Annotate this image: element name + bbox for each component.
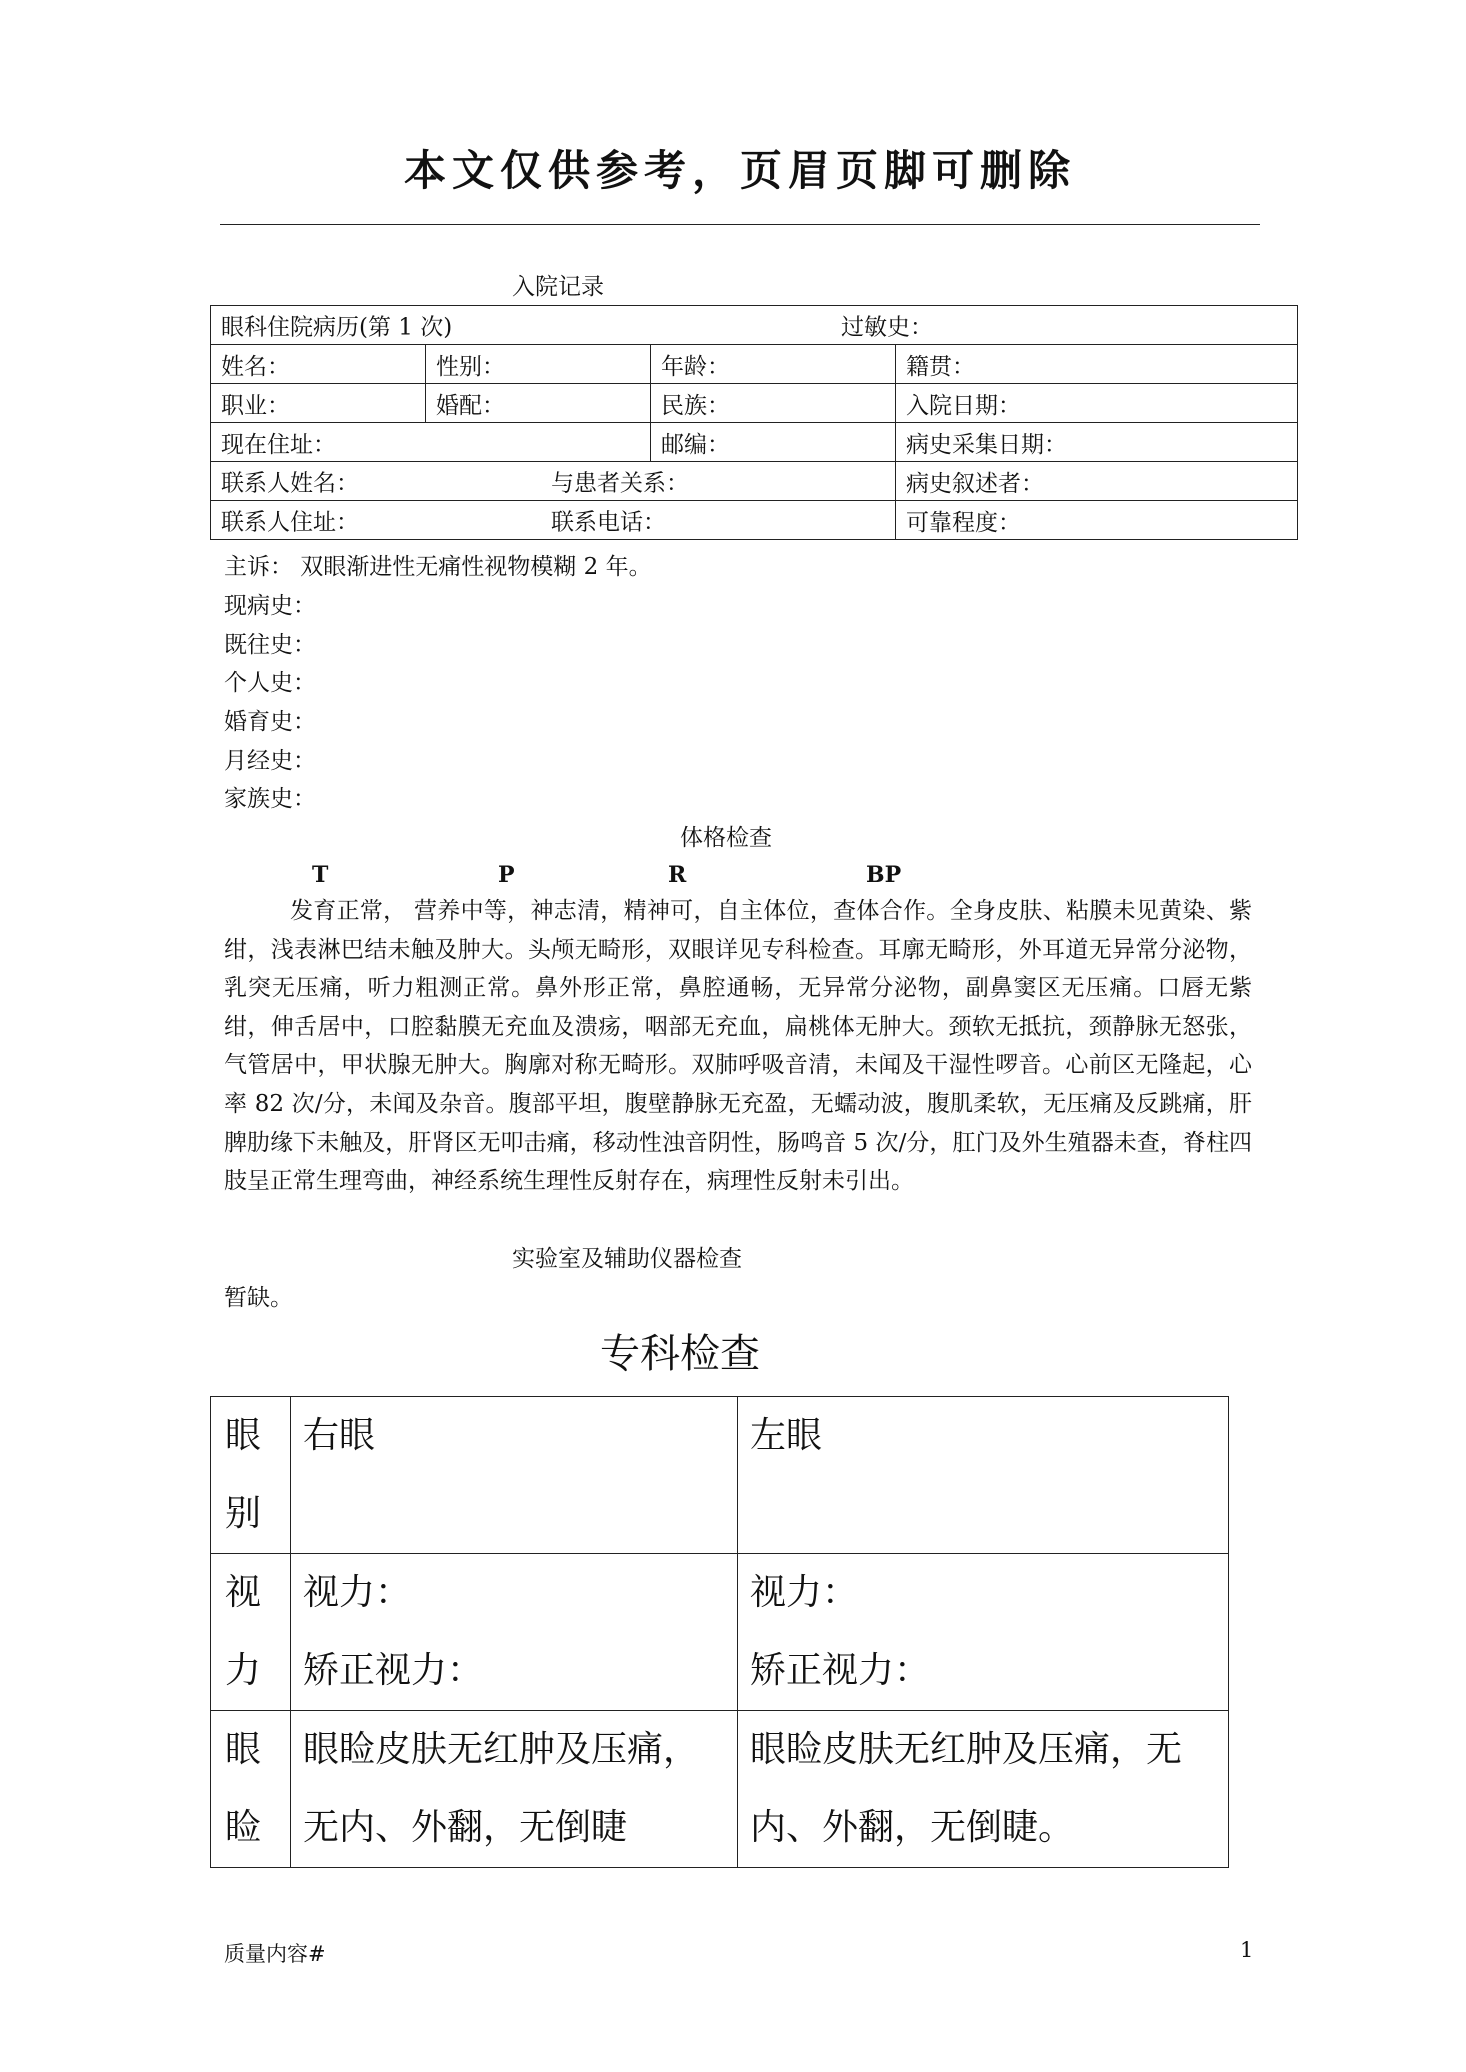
vital-t: T bbox=[312, 862, 329, 888]
address-label: 现在住址： bbox=[211, 423, 651, 462]
vital-p: P bbox=[498, 862, 515, 888]
right-eyelid-line: 眼睑皮肤无红肿及压痛， bbox=[303, 1729, 700, 1770]
specialty-row bbox=[211, 1711, 1229, 1868]
history-date-label: 病史采集日期： bbox=[896, 423, 1298, 462]
row-label: 睑 bbox=[225, 1807, 262, 1848]
vital-r: R bbox=[668, 862, 687, 888]
physical-exam-title: 体格检查 bbox=[680, 825, 772, 851]
right-eye-header: 右眼 bbox=[303, 1415, 376, 1456]
right-eye-cell bbox=[291, 1397, 738, 1554]
right-corrected-vision-label: 矫正视力： bbox=[303, 1650, 484, 1691]
info-cell bbox=[211, 501, 896, 540]
allergy-label: 过敏史： bbox=[841, 314, 933, 341]
postcode-label: 邮编： bbox=[651, 423, 896, 462]
family-history: 家族史： bbox=[224, 786, 316, 812]
info-row bbox=[211, 306, 1298, 345]
row-label: 力 bbox=[225, 1650, 262, 1691]
reliability-label: 可靠程度： bbox=[896, 501, 1298, 540]
marital-label: 婚配： bbox=[426, 384, 651, 423]
info-row bbox=[211, 384, 1298, 423]
row-label: 眼 bbox=[225, 1729, 262, 1770]
vital-bp: BP bbox=[866, 862, 902, 888]
personal-history: 个人史： bbox=[224, 670, 316, 696]
info-cell bbox=[211, 306, 1298, 345]
occupation-label: 职业： bbox=[211, 384, 426, 423]
header-banner: 本文仅供参考，页眉页脚可删除 bbox=[403, 146, 1076, 195]
patient-info-table bbox=[210, 305, 1298, 540]
left-eye-cell bbox=[738, 1554, 1229, 1711]
obstetric-history: 婚育史： bbox=[224, 709, 316, 735]
row-label: 别 bbox=[225, 1493, 262, 1534]
age-label: 年龄： bbox=[651, 345, 896, 384]
info-row bbox=[211, 462, 1298, 501]
record-type: 眼科住院病历(第 1 次) bbox=[221, 314, 453, 341]
name-label: 姓名： bbox=[211, 345, 426, 384]
contact-name-label: 联系人姓名： bbox=[221, 470, 359, 497]
right-eyelid-line: 无内、外翻，无倒睫 bbox=[303, 1807, 628, 1848]
right-eye-cell bbox=[291, 1711, 738, 1868]
left-eye-header: 左眼 bbox=[750, 1415, 823, 1456]
left-eye-cell bbox=[738, 1711, 1229, 1868]
left-corrected-vision-label: 矫正视力： bbox=[750, 1650, 931, 1691]
row-label: 眼 bbox=[225, 1415, 262, 1456]
left-eyelid-line: 眼睑皮肤无红肿及压痛，无 bbox=[750, 1729, 1183, 1770]
chief-complaint: 主诉： 双眼渐进性无痛性视物模糊 2 年。 bbox=[224, 554, 652, 580]
info-row bbox=[211, 423, 1298, 462]
lab-exam-title: 实验室及辅助仪器检查 bbox=[512, 1246, 742, 1272]
narrator-label: 病史叙述者： bbox=[896, 462, 1298, 501]
menstrual-history: 月经史： bbox=[224, 748, 316, 774]
left-eyelid-line: 内、外翻，无倒睫。 bbox=[750, 1807, 1075, 1848]
footer-text: 质量内容# bbox=[224, 1942, 326, 1966]
specialty-row bbox=[211, 1554, 1229, 1711]
left-eye-cell bbox=[738, 1397, 1229, 1554]
specialty-exam-title: 专科检查 bbox=[600, 1331, 760, 1377]
ethnicity-label: 民族： bbox=[651, 384, 896, 423]
header-divider bbox=[220, 224, 1260, 225]
specialty-exam-table bbox=[210, 1396, 1229, 1868]
page-number: 1 bbox=[1240, 1938, 1254, 1962]
specialty-row bbox=[211, 1397, 1229, 1554]
row-label-cell bbox=[211, 1397, 291, 1554]
right-vision-label: 视力： bbox=[303, 1572, 412, 1613]
contact-phone-label: 联系电话： bbox=[551, 509, 666, 536]
info-row bbox=[211, 345, 1298, 384]
past-history: 既往史： bbox=[224, 632, 316, 658]
left-vision-label: 视力： bbox=[750, 1572, 859, 1613]
relation-label: 与患者关系： bbox=[551, 470, 689, 497]
info-row bbox=[211, 501, 1298, 540]
lab-exam-value: 暂缺。 bbox=[224, 1285, 293, 1311]
admission-date-label: 入院日期： bbox=[896, 384, 1298, 423]
contact-address-label: 联系人住址： bbox=[221, 509, 359, 536]
row-label: 视 bbox=[225, 1572, 262, 1613]
record-title: 入院记录 bbox=[512, 274, 604, 300]
physical-exam-text: 发育正常， 营养中等，神志清，精神可，自主体位，查体合作。全身皮肤、粘膜未见黄染、紫绀，浅表淋巴结未触及肿大。头颅无畸形，双眼详见专科检查。耳廓无畸形，外耳道无异常分泌物，乳突无压痛，听力粗测正常。鼻外形正常，鼻腔通畅，无异常分泌物，副鼻窦区无压痛。口唇无紫绀，伸舌居中，口腔黏膜无充血及溃疡，咽部无充血，扁桃体无肿大。颈软无抵抗，颈静脉无怒张，气管居中，甲状腺无肿大。胸廓对称无畸形。双肺呼吸音清，未闻及干湿性啰音。心前区无隆起，心率 82 次/分，未闻及杂音。腹部平坦，腹壁静脉无充盈，无蠕动波，腹肌柔软，无压痛及反跳痛，肝脾肋缘下未触及，肝肾区无叩击痛，移动性浊音阴性，肠鸣音 5 次/分，肛门及外生殖器未查，脊柱四肢呈正常生理弯曲，神经系统生理性反射存在，病理性反射未引出。 bbox=[224, 898, 1252, 1195]
native-place-label: 籍贯： bbox=[896, 345, 1298, 384]
present-history: 现病史： bbox=[224, 593, 316, 619]
row-label-cell bbox=[211, 1554, 291, 1711]
right-eye-cell bbox=[291, 1554, 738, 1711]
row-label-cell bbox=[211, 1711, 291, 1868]
sex-label: 性别： bbox=[426, 345, 651, 384]
info-cell bbox=[211, 462, 896, 501]
